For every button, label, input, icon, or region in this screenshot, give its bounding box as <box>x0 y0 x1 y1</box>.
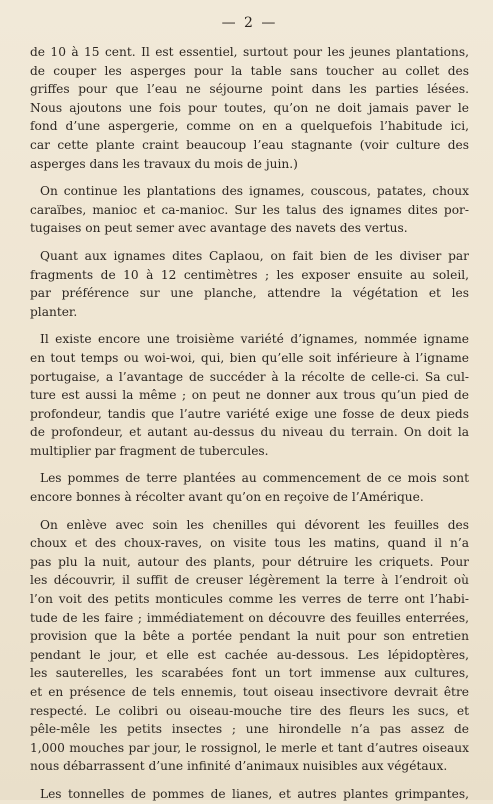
text-line: l’on voit des petits monticules comme les verres de terre ont l’habi- <box>30 592 469 607</box>
text-line: ture est aussi la même ; on peut ne donner aux trous qu’un pied de <box>30 388 469 403</box>
paragraph <box>30 330 469 460</box>
paragraph <box>30 516 469 776</box>
text-line: planter. <box>30 304 78 319</box>
text-line: asperges dans les travaux du mois de juin.) <box>30 156 298 171</box>
text-line: les découvrir, il suffit de creuser légèrement la terre à l’endroit où <box>30 573 469 588</box>
text-line: pas plu la nuit, autour des plants, pour détruire les criquets. Pour <box>30 554 469 569</box>
text-line: tude de les faire ; immédiatement on découvre des feuilles enterrées, <box>30 610 469 625</box>
paragraph <box>30 785 469 804</box>
text-line: encore bonnes à récolter avant qu’on en reçoive de l’Amérique. <box>30 490 424 505</box>
page-number: — 2 — <box>221 15 278 31</box>
text-line: On continue les plantations des ignames, couscous, patates, choux <box>40 184 469 199</box>
paragraph <box>30 43 469 173</box>
text-line: car cette plante craint beaucoup l’eau stagnante (voir culture des <box>30 137 469 152</box>
text-line: nous débarrassent d’une infinité d’animaux nuisibles aux végétaux. <box>30 759 448 774</box>
text-line: respecté. Le colibri ou oiseau-mouche tire des fleurs les sucs, et <box>30 703 469 718</box>
text-line: pêle-mêle les petits insectes ; une hirondelle n’a pas assez de <box>30 722 469 737</box>
text-line: On enlève avec soin les chenilles qui dévorent les feuilles des <box>40 517 469 532</box>
text-line: choux et des choux-raves, on visite tous les matins, quand il n’a <box>30 536 469 551</box>
paragraph <box>30 182 469 238</box>
text-line: fragments de 10 à 12 centimètres ; les exposer ensuite au soleil, <box>30 267 469 282</box>
text-line: Il existe encore une troisième variété d’ignames, nommée igname <box>40 332 469 347</box>
text-line: Les tonnelles de pommes de lianes, et autres plantes grimpantes, <box>40 786 469 801</box>
text-line: provision que la bête a portée pendant la nuit pour son entretien <box>30 629 469 644</box>
text-line: Quant aux ignames dites Caplaou, on fait bien de les diviser par <box>40 248 469 263</box>
text-line: 1,000 mouches par jour, le rossignol, le merle et tant d’autres oiseaux <box>30 740 469 755</box>
text-line: par préférence sur une planche, attendre la végétation et les <box>30 286 469 301</box>
text-line: de 10 à 15 cent. Il est essentiel, surtout pour les jeunes plantations, <box>30 45 469 59</box>
text-line: pendant le jour, et elle est cachée au-dessous. Les lépidoptères, <box>30 647 469 662</box>
text-line: en tout temps ou woi-woi, qui, bien qu’elle soit inférieure à l’igname <box>30 350 469 365</box>
text-line: portugaise, a l’avantage de succéder à la récolte de celle-ci. Sa cul- <box>30 369 469 384</box>
text-line: de profondeur, et autant au-dessus du niveau du terrain. On doit la <box>30 425 469 440</box>
paragraph <box>30 469 469 506</box>
text-line: et en présence de tels ennemis, tout oiseau insectivore devrait être <box>30 685 469 699</box>
text-line: Nous ajoutons une fois pour toutes, qu’on ne doit jamais paver le <box>30 100 469 115</box>
text-line: les sauterelles, les scarabées font un tort immense aux cultures, <box>30 666 469 681</box>
text-line: tugaises on peut semer avec avantage des navets des vertus. <box>30 221 408 236</box>
text-line: fond d’une aspergerie, comme on en a quelquefois l’habitude ici, <box>30 119 469 134</box>
text-line: profondeur, tandis que l’autre variété exige une fosse de deux pieds <box>30 406 469 421</box>
text-line: multiplier par fragment de tubercules. <box>30 443 269 458</box>
text-line: griffes pour que l’eau ne séjourne point dans les parties lésées. <box>30 82 469 97</box>
text-line: de couper les asperges pour la table sans toucher au collet des <box>30 63 469 78</box>
paragraph <box>30 247 469 321</box>
text-line: Les pommes de terre plantées au commencement de ce mois sont <box>40 471 469 486</box>
text-line: caraïbes, manioc et ca-manioc. Sur les talus des ignames dites por- <box>30 202 469 217</box>
text-body <box>30 43 469 804</box>
